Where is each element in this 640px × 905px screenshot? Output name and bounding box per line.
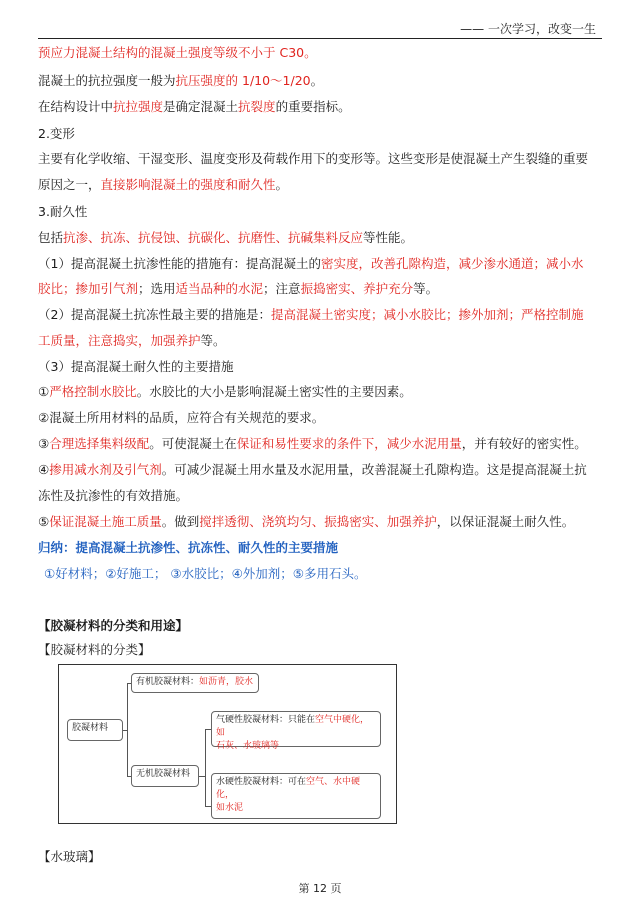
highlight: 掺用减水剂及引气剂: [49, 462, 162, 477]
text: ④: [38, 462, 50, 477]
highlight: 密实度，改善孔隙构造，减少渗水通道；减小水: [320, 256, 584, 271]
section-heading: 【胶凝材料的分类】: [38, 642, 151, 657]
highlight: 保证和易性要求的条件下，减少水泥用量: [236, 436, 462, 451]
text: 。做到: [161, 514, 200, 529]
text: ③: [38, 436, 50, 451]
diagram-water-desc: 空气、水中硬化，: [216, 777, 361, 800]
text: 在结构设计中: [38, 99, 114, 114]
text-line: [38, 435, 610, 453]
text: 的重要指标。: [275, 99, 351, 114]
highlight: 抗拉强度: [113, 99, 164, 114]
text-line: [38, 461, 610, 479]
highlight: 保证混凝土施工质量: [49, 514, 162, 529]
text-line: 主要有化学收缩、干湿变形、温度变形及荷载作用下的变形等。这些变形是使混凝土产生裂缝的重要: [38, 151, 589, 166]
page-header: —— 一次学习，改变一生: [460, 22, 596, 36]
text: 原因之一，: [38, 177, 101, 192]
highlight: 适当品种的水泥: [175, 281, 264, 296]
diagram-inorganic-label: 无机胶凝材料: [136, 769, 191, 779]
highlight: 抗渗、抗冻、抗侵蚀、抗碳化、抗磨性、抗碱集料反应: [63, 230, 364, 245]
highlight: 搅拌透彻、浇筑均匀、振捣密实、加强养护: [199, 514, 437, 529]
classification-diagram: [58, 664, 397, 824]
diagram-air-example: 石灰、水玻璃等: [216, 741, 280, 751]
highlight: 合理选择集料级配: [49, 436, 150, 451]
diagram-air-label: 气硬性胶凝材料：只能在: [216, 715, 316, 725]
highlight: 直接影响混凝土的强度和耐久性: [100, 177, 276, 192]
text: ①: [38, 384, 50, 399]
diagram-root-box: [67, 719, 123, 741]
highlight: 抗压强度的 1/10～1/20: [175, 73, 311, 88]
text: （1）提高混凝土抗渗性能的措施有：提高混凝土的: [38, 256, 321, 271]
text-line: [38, 98, 610, 116]
text: ，以保证混凝土耐久性。: [436, 514, 575, 529]
diagram-organic-example: 如沥青，胶水: [199, 677, 254, 687]
text: 。可减少混凝土用水量及水泥用量，改善混凝土孔隙构造。这是提高混凝土抗: [161, 462, 587, 477]
text: 等。: [413, 281, 439, 296]
diagram-air-box: [211, 711, 381, 751]
highlight: 抗裂度: [238, 99, 276, 114]
text: ；选用: [138, 281, 176, 296]
section-heading: 3.耐久性: [38, 204, 88, 219]
highlight: 振捣密实、养护充分: [300, 281, 414, 296]
diagram-organic-label: 有机胶凝材料：: [136, 677, 200, 687]
text-line: [38, 176, 610, 194]
text: 混凝土的抗拉强度一般为: [38, 73, 176, 88]
summary-heading: 归纳：提高混凝土抗渗性、抗冻性、耐久性的主要措施: [38, 540, 339, 555]
text: ，并有较好的密实性。: [461, 436, 587, 451]
header-rule: [38, 38, 602, 39]
highlight: 提高混凝土密实度；减小水胶比；掺外加剂；严格控制施: [270, 307, 584, 322]
section-heading: 2.变形: [38, 126, 75, 141]
diagram-water-box: [211, 773, 381, 819]
text-line: 预应力混凝土结构的混凝土强度等级不小于 C30。: [38, 45, 317, 60]
diagram-root-label: 胶凝材料: [72, 723, 109, 733]
section-heading: 【胶凝材料的分类和用途】: [38, 618, 189, 633]
section-heading: 【水玻璃】: [38, 849, 101, 864]
diagram-water-example: 如水泥: [216, 803, 244, 813]
text: ⑤: [38, 514, 50, 529]
summary-list: ①好材料；②好施工； ③水胶比；④外加剂；⑤多用石头。: [44, 566, 367, 581]
text: 等。: [200, 333, 226, 348]
highlight: 工质量，注意捣实，加强养护: [38, 333, 201, 348]
text: ；注意: [263, 281, 301, 296]
text-line: [38, 513, 610, 531]
text: （2）提高混凝土抗冻性最主要的措施是：: [38, 307, 271, 322]
text-line: 冻性及抗渗性的有效措施。: [38, 488, 189, 503]
diagram-inorganic-box: [131, 765, 199, 787]
text: 包括: [38, 230, 64, 245]
diagram-organic-box: [131, 673, 259, 693]
text-line: [38, 255, 610, 273]
text-line: [38, 306, 610, 324]
text-line: [38, 280, 610, 298]
text-line: [38, 229, 610, 247]
connector: [205, 729, 206, 806]
text-line: ②混凝土所用材料的品质，应符合有关规范的要求。: [38, 410, 325, 425]
connector: [127, 683, 128, 777]
text-line: （3）提高混凝土耐久性的主要措施: [38, 359, 234, 374]
text: 。可使混凝土在: [149, 436, 237, 451]
text: 。水胶比的大小是影响混凝土密实性的主要因素。: [136, 384, 412, 399]
text-line: [38, 332, 610, 350]
text: 是确定混凝土: [163, 99, 239, 114]
page-number: 第 12 页: [298, 882, 342, 895]
text: 等性能。: [363, 230, 414, 245]
text-line: [38, 383, 610, 401]
text: 。: [310, 73, 324, 88]
text: 。: [275, 177, 289, 192]
diagram-water-label: 水硬性胶凝材料：可在: [216, 777, 307, 787]
text-line: [38, 72, 610, 90]
highlight: 胶比；掺加引气剂: [38, 281, 139, 296]
highlight: 严格控制水胶比: [49, 384, 137, 399]
diagram-air-desc: 空气中硬化，如: [216, 715, 370, 738]
